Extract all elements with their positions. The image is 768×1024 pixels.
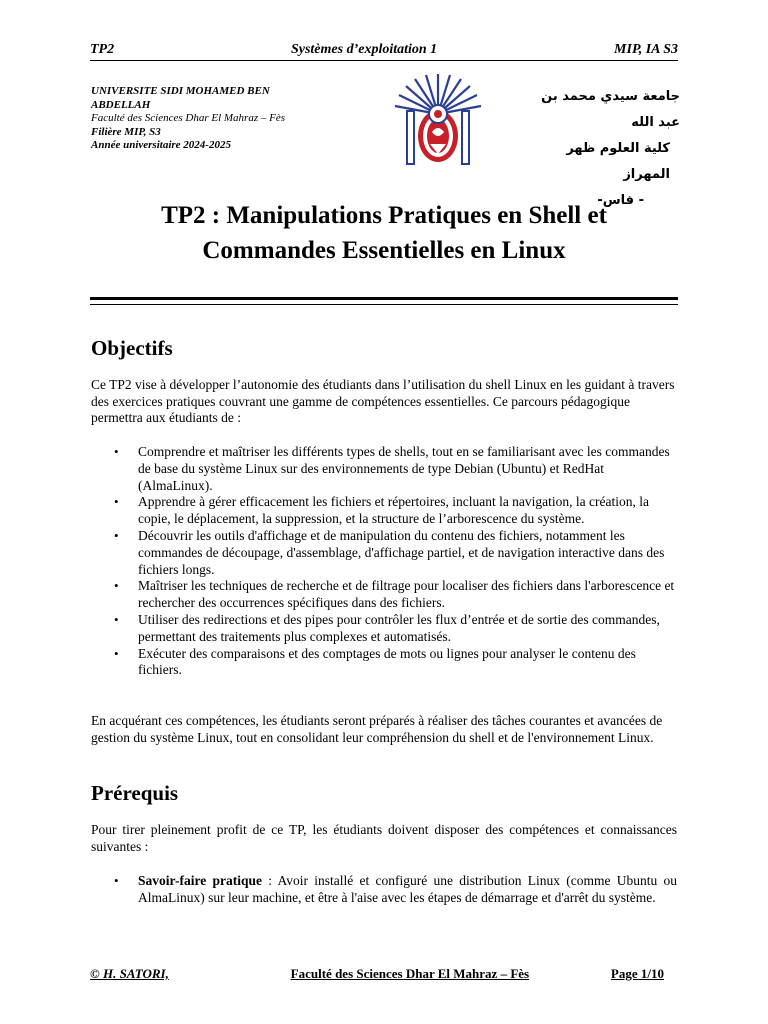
running-header	[90, 42, 678, 61]
objectifs-conclusion: En acquérant ces compétences, les étudiants seront préparés à réaliser des tâches courantes et avancées de gestion du système Linux, tout en consolidant leur compréhension du shell et de l'environnement Linux.	[91, 713, 663, 745]
arabic-city: - فاس-	[597, 193, 644, 208]
section-heading-prerequis: Prérequis	[91, 781, 179, 805]
institution-block	[91, 85, 331, 153]
title-line1: TP2 : Manipulations Pratiques en Shell et	[161, 202, 607, 229]
document-title	[90, 198, 678, 268]
university-name-line1: UNIVERSITE SIDI MOHAMED BEN	[91, 85, 270, 97]
filiere: Filière MIP, S3	[91, 125, 161, 138]
objectifs-list	[91, 444, 677, 679]
bullet-icon: •	[114, 645, 119, 661]
university-logo-icon	[388, 70, 488, 170]
bullet-icon: •	[114, 527, 119, 543]
institution-block-arabic	[520, 84, 680, 214]
title-divider	[90, 297, 678, 305]
header-course-code: TP2	[90, 42, 115, 57]
footer-faculty: Faculté des Sciences Dhar El Mahraz – Fès	[290, 966, 530, 981]
bullet-icon: •	[114, 444, 119, 459]
list-item: • Exécuter des comparaisons et des comptages de mots ou lignes pour analyser le contenu des fichiers.	[114, 645, 636, 678]
list-item: • Découvrir les outils d'affichage et de manipulation du contenu des fichiers, notamment les commandes de découpage, d'assemblage, d'affichage partiel, et de navigation interactive dans des fichiers longs.	[114, 527, 665, 577]
bullet-icon: •	[114, 873, 119, 888]
list-item	[91, 873, 677, 907]
objectifs-intro: Ce TP2 vise à développer l’autonomie des étudiants dans l’utilisation du shell Linux en les guidant à travers des exercices pratiques couvrant une gamme de compétences essentielles. Ce parcours pédagogique permettra aux étudiants de :	[91, 377, 675, 425]
arabic-university-name: جامعة سيدي محمد بن عبد الله	[541, 89, 680, 130]
list-item: • Utiliser des redirections et des pipes pour contrôler les flux d’entrée et de sortie des commandes, permettant des traitements plus complexes et automatisés.	[114, 611, 660, 644]
title-line2: Commandes Essentielles en Linux	[202, 237, 566, 264]
bullet-icon: •	[114, 578, 119, 594]
bullet-icon: •	[114, 494, 119, 510]
arabic-faculty-name: كلية العلوم ظهر المهراز	[566, 141, 670, 182]
prerequis-item-text: : Avoir installé et configuré une distribution Linux (comme Ubuntu ou AlmaLinux) sur leur machine, et être à l'aise avec les étapes de démarrage et d'arrêt du système.	[138, 873, 677, 905]
list-item: • Apprendre à gérer efficacement les fichiers et répertoires, incluant la navigation, la création, la copie, le déplacement, la suppression, et la structure de l’arborescence du système.	[114, 494, 650, 527]
bullet-icon: •	[114, 611, 119, 627]
faculty-name: Faculté des Sciences Dhar El Mahraz – Fès	[91, 112, 285, 124]
header-course-name: Systèmes d’exploitation 1	[290, 42, 438, 57]
prerequis-list	[91, 873, 677, 907]
list-item: • Comprendre et maîtriser les différents types de shells, tout en se familiarisant avec les commandes de base du système Linux sur des environnements de type Debian (Ubuntu) et RedHat (AlmaLinux).	[114, 444, 670, 493]
prerequis-intro: Pour tirer pleinement profit de ce TP, les étudiants doivent disposer des compétences et connaissances suivantes :	[91, 822, 677, 854]
section-heading-objectifs: Objectifs	[91, 336, 173, 360]
running-footer	[90, 966, 678, 982]
header-program: MIP, IA S3	[614, 42, 678, 57]
list-item: • Maîtriser les techniques de recherche et de filtrage pour localiser des fichiers dans l'arborescence et rechercher des occurrences spécifiques dans des fichiers.	[114, 578, 675, 611]
prerequis-item-label: Savoir-faire pratique	[138, 873, 262, 888]
university-name-line2: ABDELLAH	[91, 98, 151, 111]
academic-year: Année universitaire 2024-2025	[91, 139, 231, 151]
footer-author: © H. SATORI,	[90, 966, 169, 981]
footer-page-number: Page 1/10	[610, 966, 664, 981]
